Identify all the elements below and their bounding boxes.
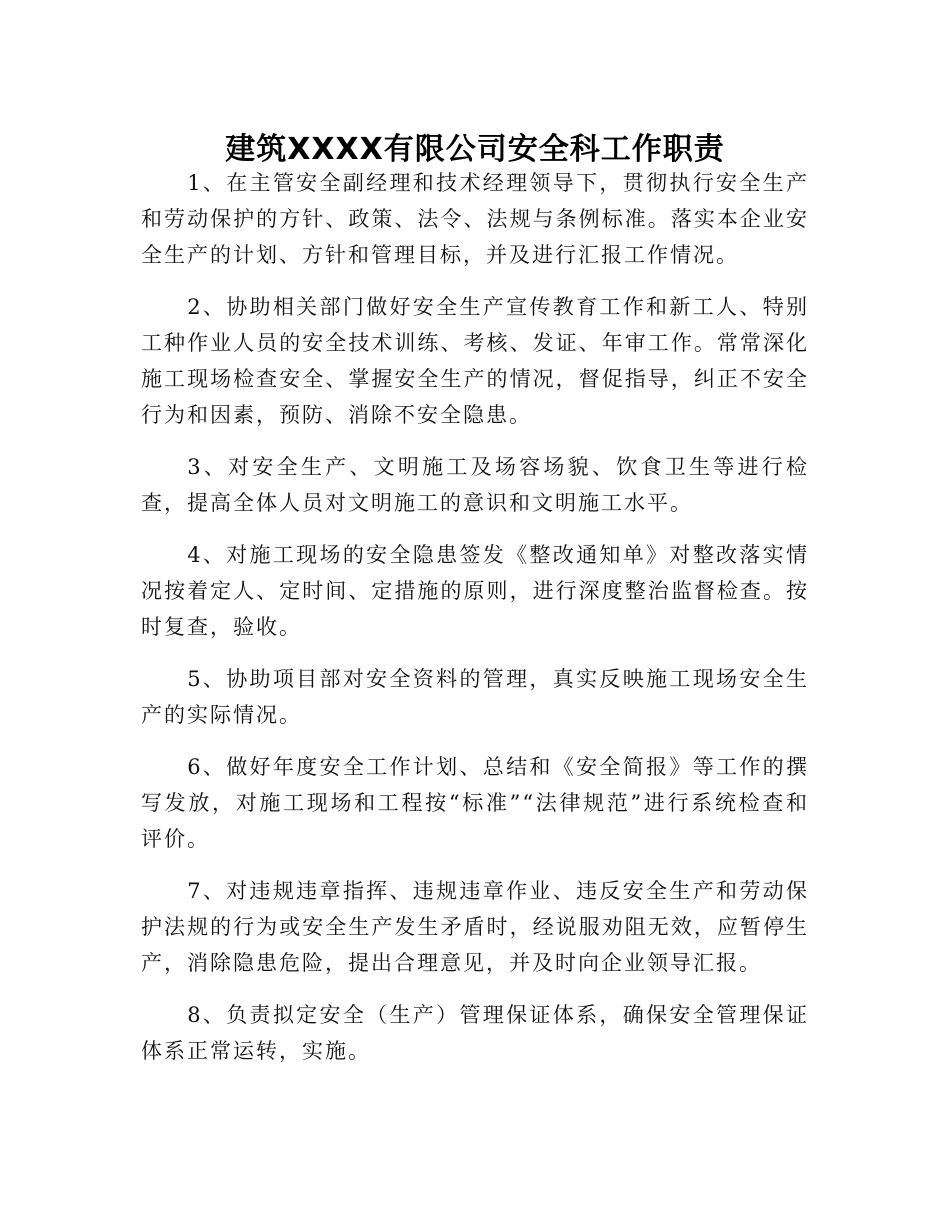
duty-paragraph-7: 7、对违规违章指挥、违规违章作业、违反安全生产和劳动保护法规的行为或安全生产发生矛盾时，经说服劝阻无效，应暂停生产，消除隐患危险，提出合理意见，并及时向企业领导汇报。: [141, 879, 809, 975]
duty-paragraph-1: 1、在主管安全副经理和技术经理领导下，贯彻执行安全生产和劳动保护的方针、政策、法令、法规与条例标准。落实本企业安全生产的计划、方针和管理目标，并及进行汇报工作情况。: [141, 171, 809, 267]
duty-paragraph-2: 2、协助相关部门做好安全生产宣传教育工作和新工人、特别工种作业人员的安全技术训练、考核、发证、年审工作。常常深化施工现场检查安全、掌握安全生产的情况，督促指导，纠正不安全行为和因素，预防、消除不安全隐患。: [141, 295, 809, 427]
document-body: [141, 165, 809, 1085]
duty-paragraph-8: 8、负责拟定安全（生产）管理保证体系，确保安全管理保证体系正常运转，实施。: [141, 1003, 809, 1063]
duty-paragraph-3: 3、对安全生产、文明施工及场容场貌、饮食卫生等进行检查，提高全体人员对文明施工的意识和文明施工水平。: [141, 455, 809, 515]
document-title: 建筑XXXX有限公司安全科工作职责: [225, 132, 725, 168]
duty-paragraph-4: 4、对施工现场的安全隐患签发《整改通知单》对整改落实情况按着定人、定时间、定措施的原则，进行深度整治监督检查。按时复查，验收。: [141, 543, 809, 639]
duty-paragraph-5: 5、协助项目部对安全资料的管理，真实反映施工现场安全生产的实际情况。: [141, 667, 809, 727]
duty-paragraph-6: 6、做好年度安全工作计划、总结和《安全简报》等工作的撰写发放，对施工现场和工程按“标准”“法律规范”进行系统检查和评价。: [141, 755, 809, 851]
